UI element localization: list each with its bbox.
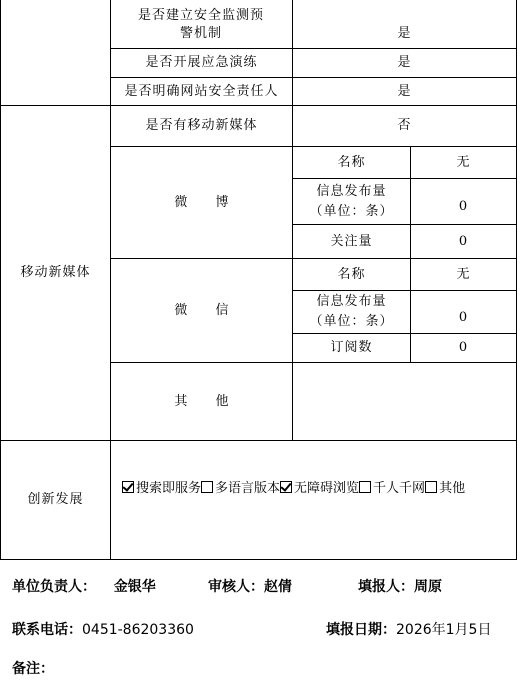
- weibo-posts-value: 0: [458, 199, 469, 214]
- option-label: 多语言版本: [215, 481, 281, 496]
- contact-phone: [12, 619, 194, 639]
- monitoring-warning-value: 是: [397, 26, 412, 41]
- option-multilingual[interactable]: [201, 477, 280, 496]
- date-label: 填报日期：: [326, 622, 396, 638]
- checkbox-checked-icon[interactable]: [280, 481, 292, 493]
- checkbox-unchecked-icon[interactable]: [201, 481, 213, 493]
- reviewer-value: 赵倩: [264, 579, 292, 595]
- wechat-name-value: 无: [456, 266, 471, 282]
- option-accessibility[interactable]: [280, 477, 359, 496]
- unit-head-value: 金银华: [113, 579, 156, 595]
- weibo-followers-label: 关注量: [330, 233, 373, 249]
- emergency-drill-value: 是: [397, 55, 412, 70]
- date-value: 2026年1月5日: [396, 622, 492, 638]
- checkbox-unchecked-icon[interactable]: [359, 481, 371, 493]
- has-mobile-media-value: 否: [397, 118, 412, 133]
- reviewer-label: 审核人：: [208, 579, 264, 595]
- option-label: 搜索即服务: [136, 481, 202, 496]
- option-label: 千人千网: [373, 481, 426, 496]
- option-label: 其他: [439, 481, 466, 496]
- wechat-posts-value: 0: [458, 310, 469, 325]
- fill-date: [326, 619, 491, 639]
- checkbox-unchecked-icon[interactable]: [425, 481, 437, 493]
- table-border: [0, 559, 517, 560]
- option-label: 无障碍浏览: [294, 481, 360, 496]
- option-search-as-service[interactable]: [122, 477, 201, 496]
- filler: [358, 576, 442, 596]
- weibo-posts-label: 信息发布量（单位：条）: [309, 183, 394, 219]
- table-border: [516, 0, 517, 560]
- other-media-label: 其 他: [174, 393, 241, 409]
- security-officer-label: 是否明确网站安全责任人: [124, 83, 279, 99]
- phone-value: 0451-86203360: [82, 622, 194, 638]
- weibo-name-value: 无: [456, 154, 471, 170]
- wechat-subscribers-value: 0: [458, 340, 469, 355]
- wechat-name-label: 名称: [337, 266, 366, 282]
- filler-label: 填报人：: [358, 579, 414, 595]
- innovation-label: 创新发展: [27, 492, 84, 507]
- mobile-media-section-label: 移动新媒体: [20, 265, 91, 280]
- remark: [12, 658, 54, 678]
- filler-value: 周原: [414, 579, 442, 595]
- wechat-label: 微 信: [174, 302, 241, 318]
- innovation-options: [122, 477, 465, 496]
- reviewer: [208, 576, 292, 596]
- option-other[interactable]: [425, 477, 465, 496]
- wechat-posts-label: 信息发布量（单位：条）: [309, 294, 394, 329]
- monitoring-warning-label: 是否建立安全监测预警机制: [137, 8, 264, 41]
- unit-head-label: 单位负责人：: [12, 579, 96, 595]
- option-personalized[interactable]: [359, 477, 425, 496]
- has-mobile-media-label: 是否有移动新媒体: [145, 118, 258, 133]
- other-media-value: [293, 363, 516, 440]
- weibo-label: 微 博: [174, 194, 241, 210]
- emergency-drill-label: 是否开展应急演练: [145, 55, 258, 70]
- weibo-followers-value: 0: [458, 233, 469, 249]
- remark-label: 备注：: [12, 661, 54, 677]
- weibo-name-label: 名称: [337, 154, 366, 170]
- security-officer-value: 是: [397, 83, 412, 99]
- unit-head: [12, 576, 156, 596]
- phone-label: 联系电话：: [12, 622, 82, 638]
- checkbox-checked-icon[interactable]: [122, 481, 134, 493]
- wechat-subscribers-label: 订阅数: [330, 340, 373, 355]
